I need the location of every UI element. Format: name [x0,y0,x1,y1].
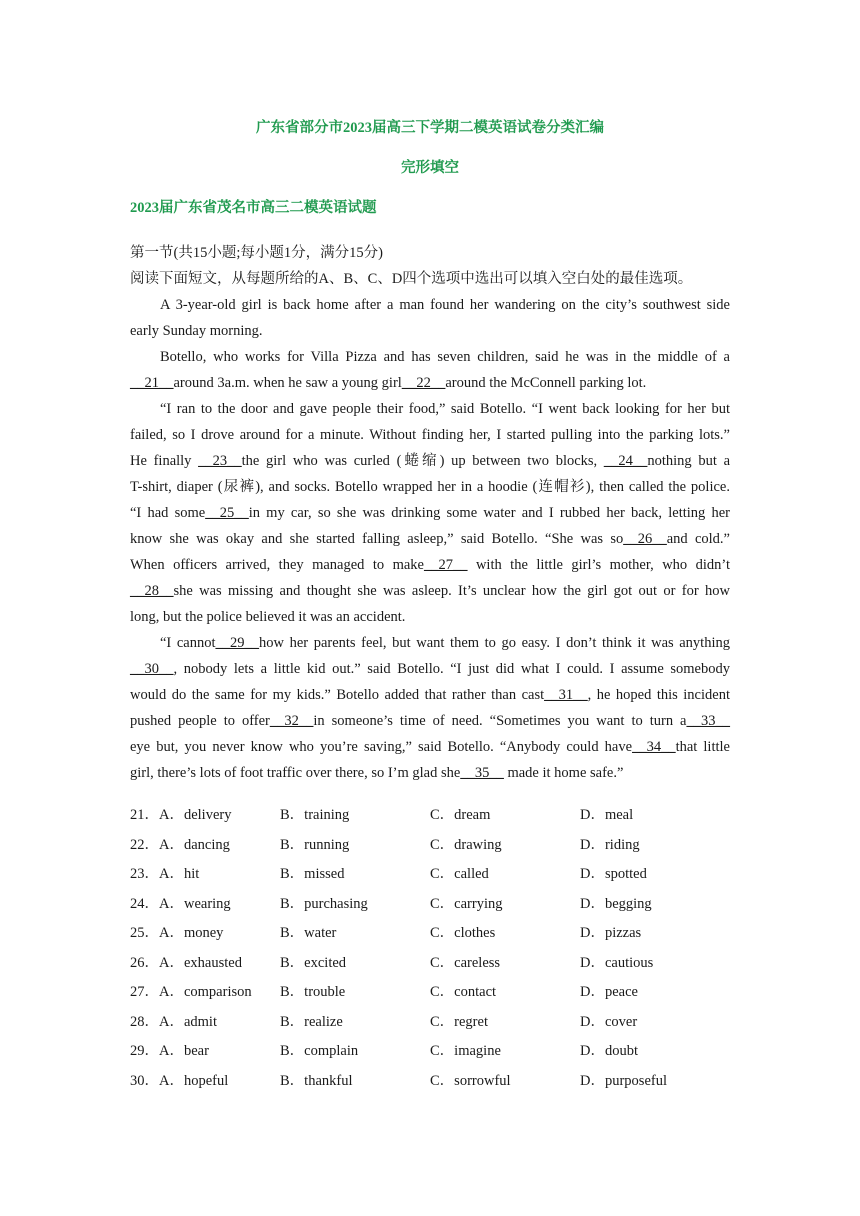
option-c: C．careless [430,954,501,971]
paragraph-line [130,500,730,526]
option-a: A．dancing [159,836,230,853]
text-span: , he hoped this incident [587,687,730,703]
part-heading: 第一节(共15小题;每小题1分，满分15分) [130,245,383,261]
option-c: C．carrying [430,895,503,912]
text-span: “I cannot [160,635,216,651]
question-row [130,861,730,891]
paragraph-line [130,708,730,734]
question-number: 26． [130,954,159,971]
question-options [130,802,730,1097]
question-row [130,802,730,832]
option-d: D．cover [580,1013,638,1030]
paragraph-line [130,448,730,474]
option-d: D．peace [580,984,638,1000]
text-span: would do the same for my kids.” Botello added that rather than cast [130,687,545,703]
question-number: 27． [130,984,159,1000]
paragraph-line [130,578,730,604]
text-span: and cold.” [666,531,730,547]
text-span: When officers arrived, they managed to make [130,557,424,573]
option-a: A．hopeful [159,1072,229,1089]
question-row [130,979,730,1009]
option-b: B．trouble [280,984,346,1000]
option-d: D．begging [580,895,652,912]
text-span: the girl who was curled (蜷缩) up between two blocks, [241,453,598,469]
paragraph-line [130,682,730,708]
question-number: 28． [130,1013,159,1030]
text-span: with the little girl’s mother, who didn’t [475,557,730,573]
option-c: C．called [430,866,489,882]
directions: 阅读下面短文，从每题所给的A、B、C、D四个选项中选出可以填入空白处的最佳选项。 [130,271,693,287]
option-b: B．complain [280,1043,359,1059]
option-d: D．purposeful [580,1072,667,1089]
section-title: 完形填空 [401,160,459,176]
text-span: how her parents feel, but want them to go easy. I don’t think it was anything [259,635,730,651]
blank-32: __32__ [269,713,314,729]
blank-22: __22__ [401,375,446,391]
blank-21: __21__ [130,375,174,391]
blank-29: __29__ [215,635,260,651]
paragraph-line [130,526,730,552]
option-a: A．admit [159,1013,217,1030]
blank-26: __26__ [623,531,667,547]
option-b: B．realize [280,1013,343,1030]
question-row [130,1009,730,1039]
option-c: C．imagine [430,1043,501,1059]
text-span: He finally [130,453,192,469]
blank-28: __28__ [130,583,174,599]
text-span: pushed people to offer [130,713,270,729]
question-number: 23． [130,866,159,882]
paragraph-line [130,630,730,656]
text-span: know she was okay and she started falling asleep,” said Botello. “She was so [130,531,624,547]
text-span: “I had some [130,505,206,521]
exam-title: 2023届广东省茂名市高三二模英语试题 [130,200,377,216]
option-a: A．money [159,925,224,941]
text-span: around 3a.m. when he saw a young girl [173,375,402,391]
question-row [130,1068,730,1098]
option-a: A．bear [159,1043,209,1059]
option-d: D．doubt [580,1043,638,1059]
text-span: eye but, you never know who you’re saving,” said Botello. “Anybody could have [130,739,633,755]
option-c: C．contact [430,984,497,1000]
text-span: in my car, so she was drinking some water and I rubbed her back, letting her [248,505,730,521]
option-b: B．excited [280,954,347,971]
blank-25: __25__ [205,505,249,521]
question-row [130,891,730,921]
question-number: 21． [130,807,159,823]
option-d: D．riding [580,836,640,853]
question-number: 24． [130,895,159,912]
blank-23: __23__ [198,453,242,469]
option-b: B．water [280,925,337,941]
question-number: 29． [130,1043,159,1059]
text-span: in someone’s time of need. “Sometimes you want to turn a [313,713,687,729]
question-row [130,1038,730,1068]
blank-35: __35__ [460,765,504,781]
option-d: D．spotted [580,866,647,882]
paragraph-line [130,734,730,760]
document-title: 广东省部分市2023届高三下学期二模英语试卷分类汇编 [256,120,604,136]
option-b: B．purchasing [280,895,368,912]
option-a: A．wearing [159,895,231,912]
question-row [130,920,730,950]
paragraph-line [130,370,730,396]
question-row [130,950,730,980]
blank-27: __27__ [424,557,468,573]
passage-body [130,240,730,786]
blank-31: __31__ [544,687,588,703]
option-d: D．cautious [580,954,654,971]
option-d: D．pizzas [580,925,642,941]
option-b: B．running [280,836,350,853]
paragraph-line: failed, so I drove around for a minute. Without finding her, I started pulling into the parking lots.” [130,427,730,443]
question-number: 30． [130,1072,159,1089]
text-span: she was missing and thought she was asleep. It’s unclear how the girl got out or for how [173,583,730,599]
paragraph-line: long, but the police believed it was an accident. [130,609,406,625]
option-b: B．missed [280,866,345,882]
option-c: C．regret [430,1013,488,1030]
option-c: C．sorrowful [430,1072,511,1089]
option-a: A．exhausted [159,954,242,971]
paragraph-line: “I ran to the door and gave people their food,” said Botello. “I went back looking for her but [160,401,730,417]
text-span: girl, there’s lots of foot traffic over there, so I’m glad she [130,765,461,781]
option-a: A．hit [159,866,200,882]
paragraph-line: early Sunday morning. [130,323,263,339]
paragraph-line: Botello, who works for Villa Pizza and has seven children, said he was in the middle of a [160,349,730,365]
question-number: 22． [130,836,159,853]
blank-24: __24__ [603,453,648,469]
paragraph-line [130,760,730,786]
paragraph-line [130,656,730,682]
option-d: D．meal [580,807,634,823]
option-a: A．delivery [159,807,232,823]
text-span: , nobody lets a little kid out.” said Botello. “I just did what I could. I assume somebody [173,661,730,677]
option-c: C．dream [430,807,491,823]
question-number: 25． [130,925,159,941]
question-row [130,832,730,862]
option-b: B．thankful [280,1072,353,1089]
option-c: C．clothes [430,925,496,941]
paragraph-line: A 3-year-old girl is back home after a man found her wandering on the city’s southwest side [160,297,730,313]
text-span: made it home safe.” [507,765,624,781]
option-c: C．drawing [430,836,502,853]
text-span: nothing but a [647,453,731,469]
paragraph-line [130,552,730,578]
option-b: B．training [280,807,350,823]
blank-33: __33__ [686,713,730,729]
text-span: around the McConnell parking lot. [445,375,647,391]
text-span: that little [675,739,730,755]
option-a: A．comparison [159,984,252,1000]
blank-30: __30__ [130,661,174,677]
blank-34: __34__ [632,739,676,755]
paragraph-line: T-shirt, diaper (尿裤), and socks. Botello wrapped her in a hoodie (连帽衫), then called the police. [130,479,730,495]
